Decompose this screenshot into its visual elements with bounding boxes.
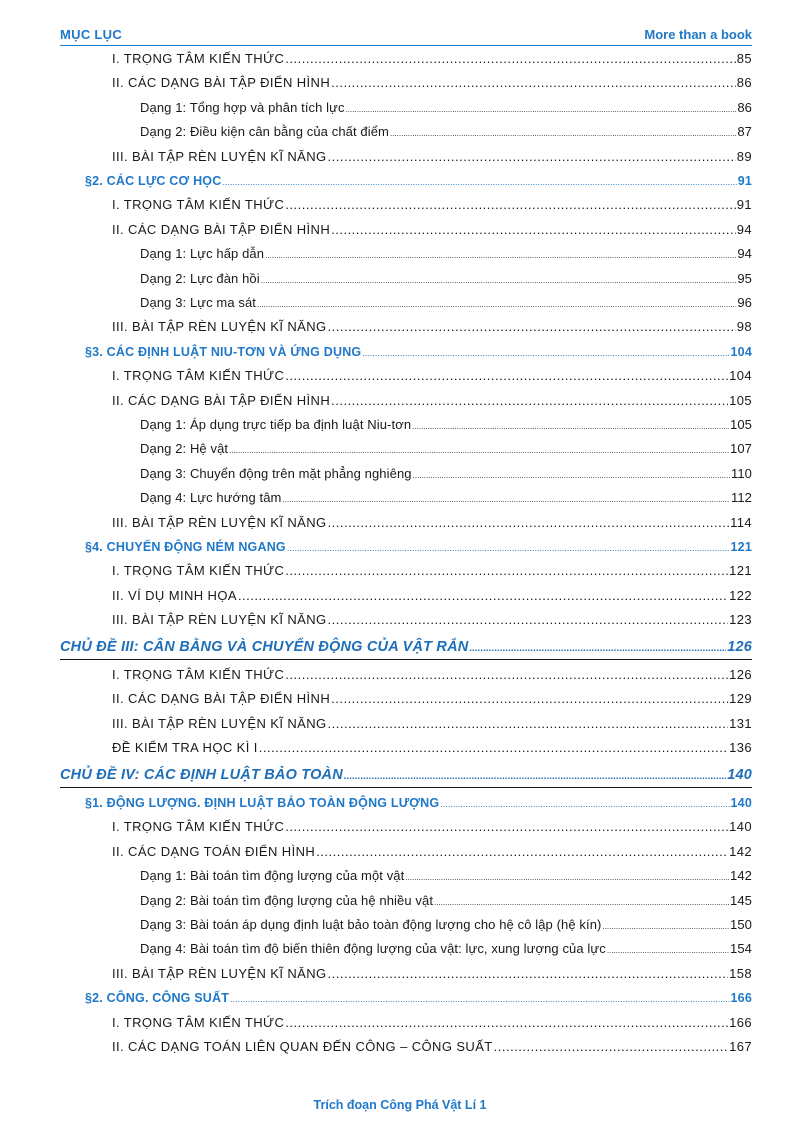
toc-entry-page: 91 xyxy=(736,197,752,213)
toc-entry-page: 142 xyxy=(729,843,752,859)
toc-entry-dang[interactable] xyxy=(140,892,752,912)
dot-leader xyxy=(285,367,728,385)
toc-entry-dang[interactable] xyxy=(140,940,752,960)
dot-leader xyxy=(259,739,728,757)
toc-entry-page: 123 xyxy=(729,612,752,628)
dot-leader xyxy=(283,489,730,509)
dot-leader xyxy=(344,766,726,786)
toc-entry-title: ĐỀ KIỂM TRA HỌC KÌ I xyxy=(112,740,258,756)
toc-entry-chu[interactable] xyxy=(60,766,752,786)
dot-leader xyxy=(328,611,729,629)
toc-entry-sub[interactable] xyxy=(112,666,752,684)
toc-entry-title: §2. CÔNG. CÔNG SUẤT xyxy=(85,991,230,1006)
toc-entry-title: II. CÁC DẠNG BÀI TẬP ĐIỂN HÌNH xyxy=(112,75,331,91)
toc-entry-page: 145 xyxy=(730,892,752,908)
toc-entry-sec[interactable] xyxy=(85,794,752,813)
toc-entry-dang[interactable] xyxy=(140,270,752,290)
dot-leader xyxy=(331,221,736,239)
toc-entry-page: 142 xyxy=(730,868,752,884)
toc-entry-dang[interactable] xyxy=(140,916,752,936)
toc-entry-page: 140 xyxy=(729,819,752,835)
toc-entry-page: 121 xyxy=(729,563,752,579)
toc-entry-chu[interactable] xyxy=(60,638,752,658)
toc-entry-title: II. CÁC DẠNG TOÁN ĐIỂN HÌNH xyxy=(112,843,316,859)
toc-entry-page: 98 xyxy=(736,319,752,335)
toc-entry-page: 91 xyxy=(737,174,752,188)
dot-leader xyxy=(390,123,736,143)
toc-entry-dang[interactable] xyxy=(140,416,752,436)
dot-leader xyxy=(285,50,735,68)
dot-leader xyxy=(469,638,726,658)
toc-entry-title: Dạng 2: Hệ vật xyxy=(140,441,229,457)
toc-entry-sub[interactable] xyxy=(112,392,752,410)
toc-entry-page: 104 xyxy=(730,344,752,359)
toc-entry-title: I. TRỌNG TÂM KIẾN THỨC xyxy=(112,197,285,213)
running-header-right: More than a book xyxy=(644,27,752,42)
dot-leader xyxy=(285,562,728,580)
dot-leader xyxy=(328,318,736,336)
toc-entry-title: II. CÁC DẠNG TOÁN LIÊN QUAN ĐẾN CÔNG – CÔNG SUẤT xyxy=(112,1039,493,1054)
toc-entry-page: 85 xyxy=(736,51,752,66)
toc-entry-page: 126 xyxy=(729,667,752,682)
toc-entry-title: III. BÀI TẬP RÈN LUYỆN KĨ NĂNG xyxy=(112,965,327,981)
toc-entry-title: Dạng 1: Áp dụng trực tiếp ba định luật Niu-tơn xyxy=(140,417,412,432)
toc-entry-sub[interactable] xyxy=(112,74,752,92)
toc-entry-title: III. BÀI TẬP RÈN LUYỆN KĨ NĂNG xyxy=(112,514,327,530)
toc-entry-sub[interactable] xyxy=(112,690,752,708)
toc-entry-sub[interactable] xyxy=(112,318,752,336)
toc-entry-page: 129 xyxy=(729,691,752,707)
toc-entry-title: III. BÀI TẬP RÈN LUYỆN KĨ NĂNG xyxy=(112,715,327,731)
running-header-left: MỤC LỤC xyxy=(60,27,123,42)
toc-entry-page: 158 xyxy=(729,965,752,981)
toc-entry-title: Dạng 3: Bài toán áp dụng định luật bảo toàn động lượng cho hệ cô lập (hệ kín) xyxy=(140,917,602,932)
dot-leader xyxy=(328,148,736,166)
toc-entry-page: 86 xyxy=(736,75,752,91)
toc-entry-title: Dạng 1: Tổng hợp và phân tích lực xyxy=(140,99,345,115)
toc-entry-sub[interactable] xyxy=(112,843,752,861)
toc-entry-page: 86 xyxy=(737,99,752,115)
chapter-divider xyxy=(60,787,752,788)
dot-leader xyxy=(346,99,737,119)
toc-entry-title: §2. CÁC LỰC CƠ HỌC xyxy=(85,174,222,188)
toc-entry-page: 107 xyxy=(730,441,752,457)
dot-leader xyxy=(261,270,737,290)
toc-entry-title: §4. CHUYỂN ĐỘNG NÉM NGANG xyxy=(85,540,286,554)
dot-leader xyxy=(229,440,729,460)
toc-entry-dang[interactable] xyxy=(140,867,752,887)
toc-entry-page: 150 xyxy=(730,917,752,932)
toc-entry-title: II. CÁC DẠNG BÀI TẬP ĐIỂN HÌNH xyxy=(112,691,331,707)
toc-entry-page: 96 xyxy=(737,295,752,310)
toc-entry-title: Dạng 2: Bài toán tìm động lượng của hệ nhiều vật xyxy=(140,892,434,908)
toc-entry-sub[interactable] xyxy=(112,587,752,605)
toc-entry-page: 114 xyxy=(730,514,752,530)
toc-entry-sub[interactable] xyxy=(112,818,752,836)
toc-entry-sec[interactable] xyxy=(85,989,752,1008)
toc-entry-page: 140 xyxy=(730,796,752,810)
dot-leader xyxy=(331,74,736,92)
dot-leader xyxy=(494,1038,728,1056)
dot-leader xyxy=(285,818,728,836)
toc-entry-title: Dạng 3: Lực ma sát xyxy=(140,295,257,310)
toc-entry-title: II. CÁC DẠNG BÀI TẬP ĐIỂN HÌNH xyxy=(112,392,331,408)
toc-entry-title: I. TRỌNG TÂM KIẾN THỨC xyxy=(112,51,285,66)
toc-entry-dang[interactable] xyxy=(140,123,752,143)
toc-entry-page: 140 xyxy=(727,766,752,783)
dot-leader xyxy=(328,514,730,532)
dot-leader xyxy=(230,989,729,1008)
dot-leader xyxy=(413,465,730,485)
toc-entry-sub[interactable] xyxy=(112,1014,752,1032)
toc-entry-title: III. BÀI TẬP RÈN LUYỆN KĨ NĂNG xyxy=(112,319,327,335)
toc-entry-sub[interactable] xyxy=(112,367,752,385)
toc-entry-dang[interactable] xyxy=(140,465,752,485)
dot-leader xyxy=(222,172,736,191)
dot-leader xyxy=(412,416,729,436)
toc-entry-title: §1. ĐỘNG LƯỢNG. ĐỊNH LUẬT BẢO TOÀN ĐỘNG LƯỢNG xyxy=(85,796,440,810)
toc-entry-page: 136 xyxy=(729,740,752,756)
toc-entry-page: 95 xyxy=(737,270,752,286)
toc-entry-title: I. TRỌNG TÂM KIẾN THỨC xyxy=(112,819,285,835)
dot-leader xyxy=(405,867,729,887)
dot-leader xyxy=(602,916,729,936)
toc-entry-title: Dạng 1: Lực hấp dẫn xyxy=(140,246,265,262)
toc-entry-title: I. TRỌNG TÂM KIẾN THỨC xyxy=(112,667,285,682)
toc-entry-title: III. BÀI TẬP RÈN LUYỆN KĨ NĂNG xyxy=(112,148,327,164)
dot-leader xyxy=(238,587,728,605)
dot-leader xyxy=(316,843,728,861)
toc-entry-sub[interactable] xyxy=(112,148,752,166)
toc-entry-sub[interactable] xyxy=(112,196,752,214)
toc-entry-sub[interactable] xyxy=(112,50,752,68)
toc-entry-title: §3. CÁC ĐỊNH LUẬT NIU-TƠN VÀ ỨNG DỤNG xyxy=(85,344,362,359)
toc-entry-sec[interactable] xyxy=(85,538,752,557)
toc-entry-page: 122 xyxy=(729,587,752,603)
toc-entry-page: 105 xyxy=(730,417,752,432)
toc-entry-page: 94 xyxy=(736,221,752,237)
toc-entry-sub[interactable] xyxy=(112,514,752,532)
toc-entry-sub[interactable] xyxy=(112,221,752,239)
toc-entry-page: 94 xyxy=(737,246,752,262)
toc-entry-dang[interactable] xyxy=(140,245,752,265)
toc-entry-page: 104 xyxy=(729,368,752,384)
dot-leader xyxy=(257,294,736,314)
toc-entry-page: 121 xyxy=(730,540,752,554)
toc-entry-page: 110 xyxy=(730,465,752,481)
toc-entry-sub[interactable] xyxy=(112,611,752,629)
toc-entry-title: Dạng 3: Chuyển động trên mặt phẳng nghiêng xyxy=(140,465,412,481)
toc-entry-title: II. CÁC DẠNG BÀI TẬP ĐIỂN HÌNH xyxy=(112,221,331,237)
toc-entry-page: 154 xyxy=(730,941,752,957)
toc-entry-title: CHỦ ĐỀ IV: CÁC ĐỊNH LUẬT BẢO TOÀN xyxy=(60,766,343,783)
dot-leader xyxy=(440,794,729,813)
toc-entry-title: Dạng 1: Bài toán tìm động lượng của một vật xyxy=(140,868,405,884)
toc-entry-sub[interactable] xyxy=(112,562,752,580)
toc-entry-title: I. TRỌNG TÂM KIẾN THỨC xyxy=(112,368,285,384)
toc-entry-title: I. TRỌNG TÂM KIẾN THỨC xyxy=(112,1014,285,1030)
dot-leader xyxy=(362,343,729,362)
toc-entry-page: 167 xyxy=(729,1039,752,1054)
toc-entry-dang[interactable] xyxy=(140,99,752,119)
toc-entry-sub[interactable] xyxy=(112,715,752,733)
toc-entry-page: 87 xyxy=(737,124,752,140)
toc-entry-sub[interactable] xyxy=(112,965,752,983)
toc-entry-title: III. BÀI TẬP RÈN LUYỆN KĨ NĂNG xyxy=(112,612,327,628)
dot-leader xyxy=(607,940,729,960)
dot-leader xyxy=(265,245,736,265)
dot-leader xyxy=(285,666,728,684)
toc-entry-dang[interactable] xyxy=(140,489,752,509)
dot-leader xyxy=(328,965,729,983)
dot-leader xyxy=(287,538,730,557)
toc-entry-title: Dạng 4: Lực hướng tâm xyxy=(140,490,282,506)
toc-entry-page: 105 xyxy=(729,392,752,408)
dot-leader xyxy=(285,1014,728,1032)
dot-leader xyxy=(331,690,728,708)
toc-entry-dang[interactable] xyxy=(140,440,752,460)
chapter-divider xyxy=(60,659,752,660)
toc-entry-page: 126 xyxy=(727,638,752,655)
toc-entry-sub[interactable] xyxy=(112,739,752,757)
toc-entry-title: II. VÍ DỤ MINH HỌA xyxy=(112,587,237,603)
toc-entry-title: Dạng 2: Lực đàn hồi xyxy=(140,270,260,286)
dot-leader xyxy=(285,196,735,214)
toc-entry-title: I. TRỌNG TÂM KIẾN THỨC xyxy=(112,563,285,579)
dot-leader xyxy=(328,715,729,733)
toc-entry-title: CHỦ ĐỀ III: CÂN BẰNG VÀ CHUYỂN ĐỘNG CỦA VẬT RẮN xyxy=(60,638,469,655)
page-footer: Trích đoạn Công Phá Vật Lí 1 xyxy=(313,1098,487,1112)
toc-entry-page: 166 xyxy=(729,1014,752,1030)
toc-entry-sec[interactable] xyxy=(85,343,752,362)
toc-entry-page: 112 xyxy=(730,490,752,506)
toc-entry-page: 89 xyxy=(736,148,752,164)
toc-entry-page: 131 xyxy=(729,715,752,731)
toc-entry-sec[interactable] xyxy=(85,172,752,191)
toc-entry-title: Dạng 4: Bài toán tìm độ biến thiên động lượng của vật: lực, xung lượng của lực xyxy=(140,941,606,957)
dot-leader xyxy=(331,392,728,410)
toc-entry-dang[interactable] xyxy=(140,294,752,314)
toc-entry-page: 166 xyxy=(730,991,752,1006)
toc-entry-sub[interactable] xyxy=(112,1038,752,1056)
toc-entry-title: Dạng 2: Điều kiện cân bằng của chất điểm xyxy=(140,124,389,140)
header-divider xyxy=(60,45,752,46)
dot-leader xyxy=(434,892,729,912)
